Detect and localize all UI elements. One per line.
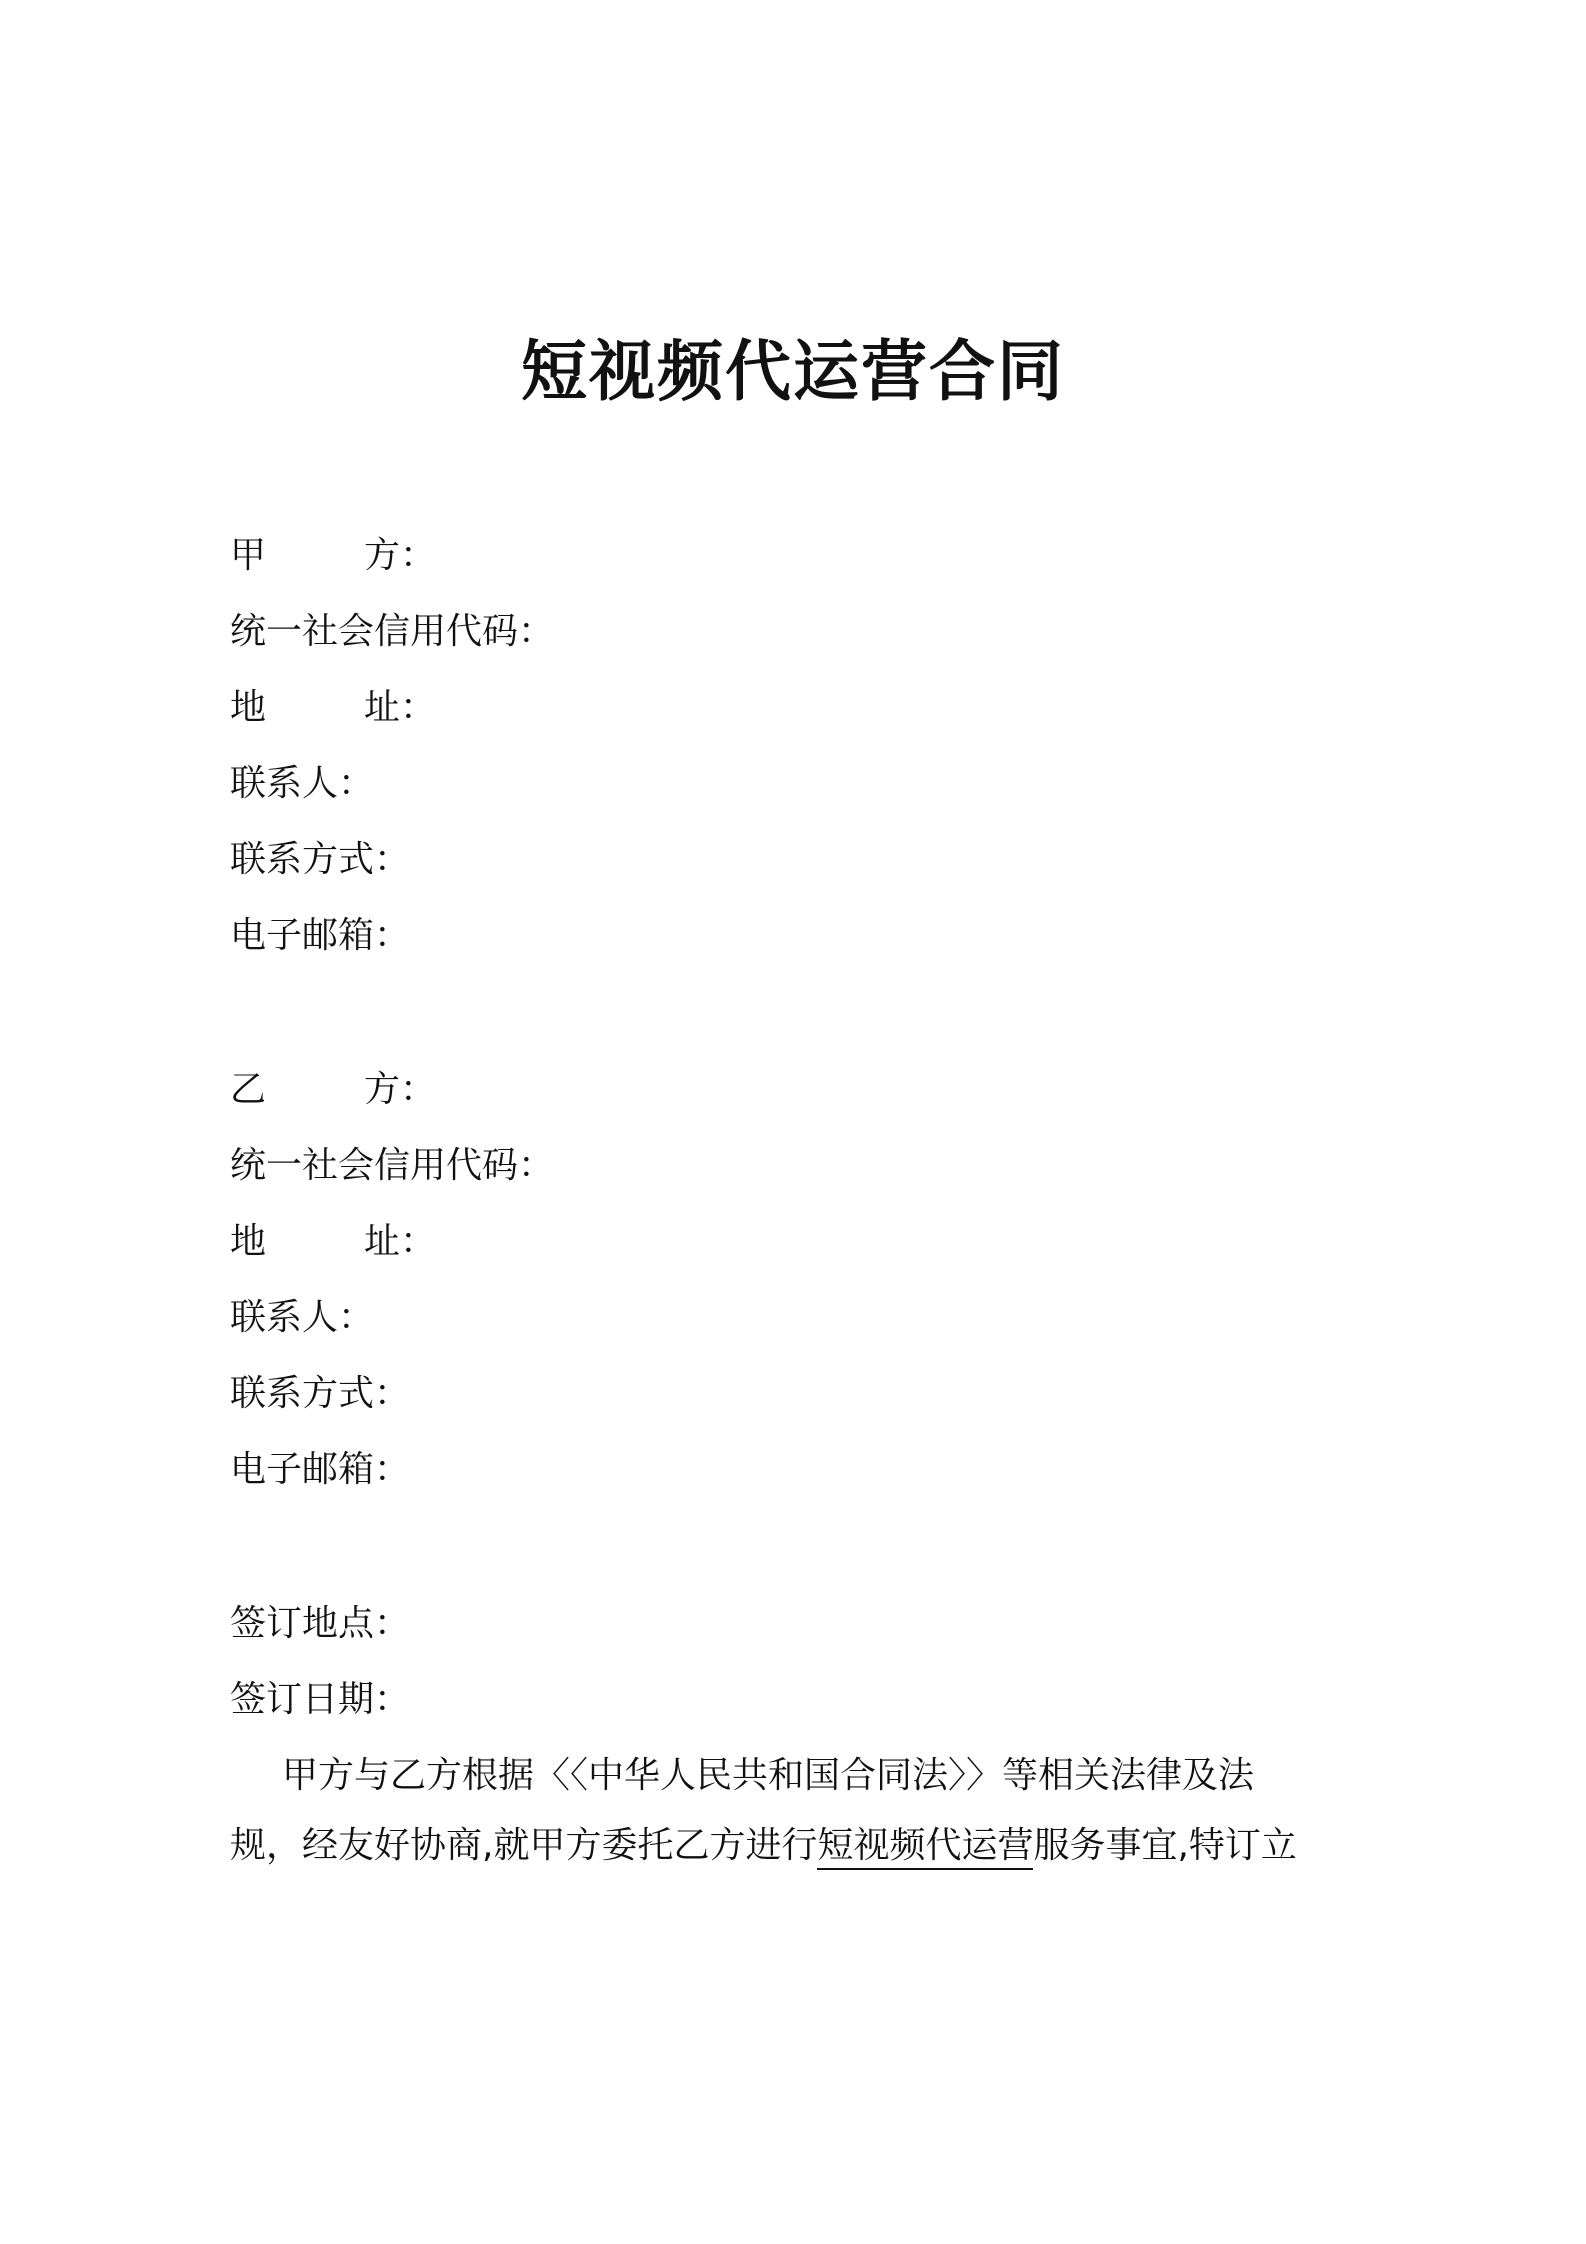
party-b-contact-person: 联系人：	[230, 1297, 375, 1338]
intro-line-2	[230, 1822, 1350, 1870]
party-a-address-char1: 地	[230, 687, 267, 728]
party-b-contact-method: 联系方式：	[230, 1373, 411, 1414]
party-b-address	[230, 1218, 436, 1266]
party-b-label	[230, 1066, 436, 1114]
party-a-label-char1: 甲	[230, 535, 267, 576]
signing-date: 签订日期：	[230, 1679, 411, 1720]
party-a-email: 电子邮箱：	[230, 915, 411, 956]
party-a-label-char2: 方：	[364, 535, 437, 576]
intro-line-2-before: 规，经友好协商,就甲方委托乙方进行	[230, 1825, 818, 1866]
party-a-credit-code: 统一社会信用代码：	[230, 611, 555, 652]
party-a-address	[230, 684, 436, 732]
party-b-label-char1: 乙	[230, 1069, 267, 1110]
intro-line-2-after: 服务事宜,特订立	[1033, 1825, 1297, 1866]
document-title: 短视频代运营合同	[521, 333, 1065, 410]
party-a-contact-person: 联系人：	[230, 763, 375, 804]
party-a-contact-method: 联系方式：	[230, 839, 411, 880]
party-b-credit-code: 统一社会信用代码：	[230, 1145, 555, 1186]
party-a-address-char2: 址：	[364, 687, 437, 728]
party-b-label-char2: 方：	[364, 1069, 437, 1110]
party-b-email: 电子邮箱：	[230, 1449, 411, 1490]
party-a-label	[230, 532, 436, 580]
intro-line-1-text: 甲方与乙方根据〈〈中华人民共和国合同法〉〉等相关法律及法	[282, 1755, 1255, 1796]
party-b-address-char2: 址：	[364, 1221, 437, 1262]
party-b-address-char1: 地	[230, 1221, 267, 1262]
intro-line-2-underlined: 短视频代运营	[817, 1825, 1033, 1870]
intro-line-1	[230, 1752, 1350, 1800]
signing-place: 签订地点：	[230, 1603, 411, 1644]
